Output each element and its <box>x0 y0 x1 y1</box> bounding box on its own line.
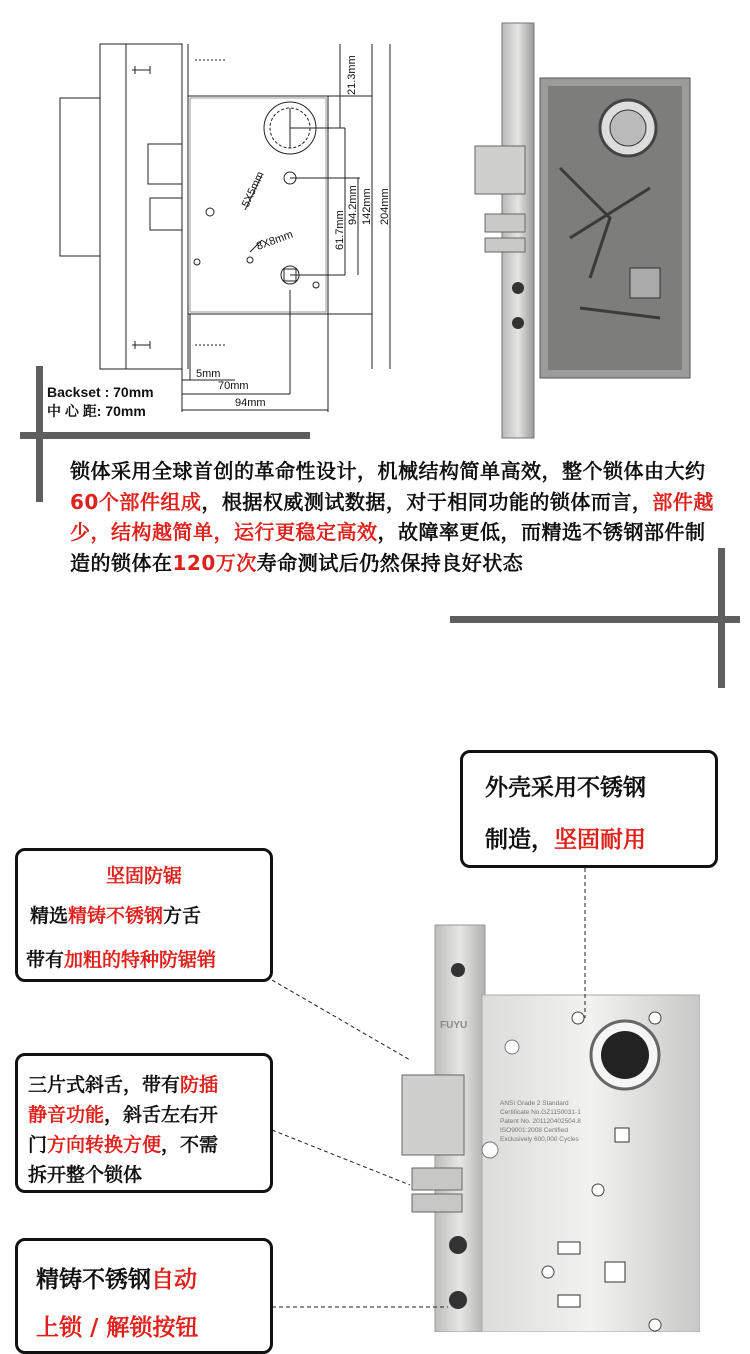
callout-shell-line2a: 制造， <box>485 827 554 853</box>
callout-anti-saw-l2a: 带有 <box>26 949 65 971</box>
callout-anti-saw-l2b: 加粗的特种防锯销 <box>64 949 217 971</box>
dim-94: 94mm <box>235 397 266 409</box>
callout-latch-l3c: ，不需 <box>161 1134 219 1156</box>
desc-text-3: ，故障率更低，而精选不锈钢部件制造的锁体在 <box>70 520 706 575</box>
callout-shell <box>460 750 718 868</box>
callout-anti-saw-l1c: 方舌 <box>163 905 202 927</box>
callout-latch-l2b: ，斜舌左右开 <box>104 1104 219 1126</box>
plate-line-4: ISO9001:2008 Certified <box>500 1127 568 1134</box>
dim-61-7: 61.7mm <box>334 210 346 250</box>
dim-21-3: 21.3mm <box>346 55 358 95</box>
plate-line-2: Certificate No.GZ1150031-1 <box>500 1109 581 1116</box>
callout-anti-saw <box>15 848 273 982</box>
dim-94-2: 94.2mm <box>347 185 359 225</box>
callout-latch-l3a: 门 <box>28 1134 48 1156</box>
backset-label-en: Backset : 70mm <box>47 384 154 400</box>
callout-latch-l2a: 静音功能 <box>28 1104 105 1126</box>
callout-button-l1b: 自动 <box>151 1267 197 1293</box>
desc-highlight-cycles: 120万次 <box>172 550 257 575</box>
callout-button-l2: 上锁 / 解锁按钮 <box>36 1315 199 1341</box>
dim-8x8: 8X8mm <box>254 228 295 253</box>
dim-5x5: 5X5mm <box>239 169 267 210</box>
plate-line-1: ANSI Grade 2 Standard <box>500 1100 569 1107</box>
desc-highlight-parts: 60个部件组成 <box>70 489 202 514</box>
callout-latch-l4: 拆开整个锁体 <box>28 1164 143 1186</box>
callout-button-l1a: 精铸不锈钢 <box>36 1267 151 1293</box>
brand-logo: FUYU <box>440 1020 468 1031</box>
desc-text-1: 锁体采用全球首创的革命性设计，机械结构简单高效，整个锁体由大约 <box>70 459 706 483</box>
backset-label-cn: 中 心 距: 70mm <box>47 403 146 419</box>
callout-anti-saw-title: 坚固防锯 <box>105 865 182 887</box>
callout-anti-saw-l1a: 精选 <box>30 905 69 927</box>
dim-204: 204mm <box>379 188 391 225</box>
callout-anti-saw-l1b: 精铸不锈钢 <box>68 905 164 927</box>
dim-142: 142mm <box>361 188 373 225</box>
plate-line-3: Patent No. 201120402504.8 <box>500 1118 581 1125</box>
callout-latch-l1a: 三片式斜舌，带有 <box>28 1074 181 1096</box>
desc-text-2: ，根据权威测试数据，对于相同功能的锁体而言， <box>201 489 653 514</box>
callout-latch-l3b: 方向转换方便 <box>47 1134 162 1156</box>
callout-button <box>15 1238 273 1354</box>
plate-line-5: Exclusively 600,000 Cycles <box>500 1136 579 1143</box>
callout-latch <box>15 1053 273 1193</box>
callout-shell-line2b: 坚固耐用 <box>554 827 646 853</box>
dim-5: 5mm <box>196 368 221 380</box>
dim-70: 70mm <box>218 380 249 392</box>
callout-shell-line1: 外壳采用不锈钢 <box>485 775 646 801</box>
desc-highlight-simple: 部件越少，结构越简单，运行更稳定高效 <box>70 489 714 544</box>
callout-latch-l1b: 防插 <box>180 1074 219 1096</box>
desc-text-4: 寿命测试后仍然保持良好状态 <box>256 550 524 575</box>
